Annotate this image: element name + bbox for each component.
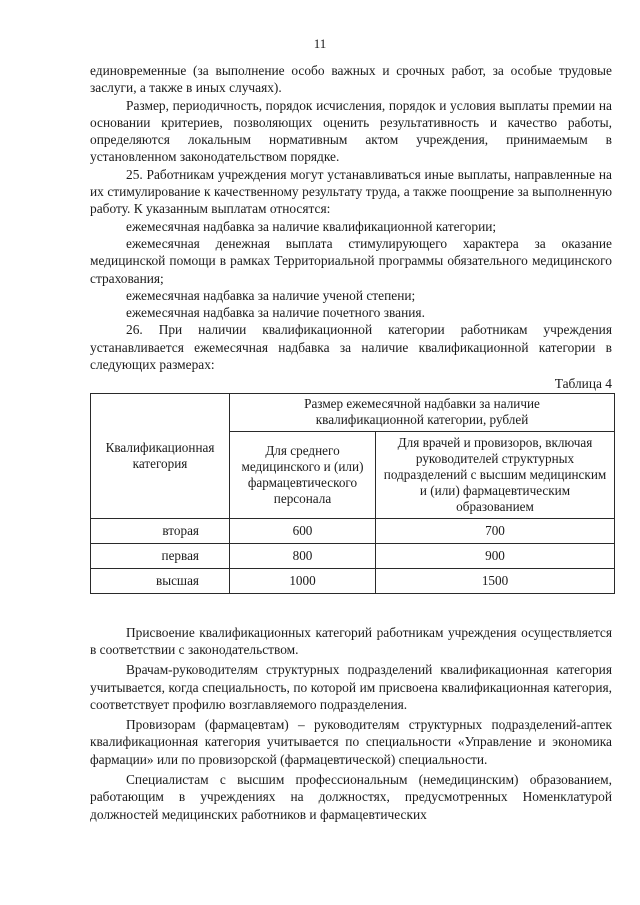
cell-high: 1500 bbox=[376, 568, 615, 593]
document-body bbox=[90, 62, 612, 823]
cell-mid: 800 bbox=[230, 543, 376, 568]
cell-mid: 1000 bbox=[230, 568, 376, 593]
header-category: Квалификационная категория bbox=[91, 393, 230, 518]
cell-mid: 600 bbox=[230, 518, 376, 543]
cell-category: первая bbox=[91, 543, 230, 568]
list-item: ежемесячная денежная выплата стимулирующего характера за оказание медицинской помощи в рамках Территориальной программы обязательного медицинского страхования; bbox=[90, 235, 612, 286]
header-mid-personnel: Для среднего медицинского и (или) фармацевтического персонала bbox=[230, 431, 376, 518]
cell-category: вторая bbox=[91, 518, 230, 543]
paragraph: Размер, периодичность, порядок исчисления, порядок и условия выплаты премии на основании критериев, позволяющих оценить результативность и качество работы, определяются локальным нормативным актом учреждения, принимаемым в установленном законодательством порядке. bbox=[90, 97, 612, 165]
paragraph: Присвоение квалификационных категорий работникам учреждения осуществляется в соответствии с законодательством. bbox=[90, 624, 612, 657]
paragraph: единовременные (за выполнение особо важных и срочных работ, за особые трудовые заслуги, а также в иных случаях). bbox=[90, 63, 612, 96]
paragraph: Провизорам (фармацевтам) – руководителям структурных подразделений-аптек квалификационная категория учитывается по специальности «Управление и экономика фармации» или по провизорской (фармацевтической) специальности. bbox=[90, 717, 612, 767]
table-caption: Таблица 4 bbox=[554, 376, 612, 392]
cell-high: 900 bbox=[376, 543, 615, 568]
table-header-row bbox=[91, 393, 615, 431]
table-row bbox=[91, 543, 615, 568]
cell-category: высшая bbox=[91, 568, 230, 593]
table-row bbox=[91, 518, 615, 543]
allowance-table bbox=[90, 393, 615, 594]
paragraph: Врачам-руководителям структурных подразделений квалификационная категория учитывается, когда специальность, по которой им присвоена квалификационная категория, соответствует профилю возглавляемого подразделения. bbox=[90, 662, 612, 712]
post-table-section bbox=[90, 624, 612, 823]
list-item: ежемесячная надбавка за наличие ученой степени; bbox=[126, 287, 416, 303]
paragraph: Специалистам с высшим профессиональным (немедицинским) образованием, работающим в учреждениях на должностях, предусмотренных Номенклатурой должностей медицинских работников и фармацевтических bbox=[90, 772, 612, 822]
table-row bbox=[91, 568, 615, 593]
list-item: ежемесячная надбавка за наличие квалификационной категории; bbox=[126, 218, 497, 234]
paragraph-clause-26: 26. При наличии квалификационной категории работникам учреждения устанавливается ежемесячная надбавка за наличие квалификационной категории в следующих размерах: bbox=[90, 322, 612, 373]
header-size: Размер ежемесячной надбавки за наличие квалификационной категории, рублей bbox=[230, 393, 615, 431]
page-number: 11 bbox=[313, 36, 327, 51]
paragraph-clause-25: 25. Работникам учреждения могут устанавливаться иные выплаты, направленные на их стимулирование к качественному результату труда, а также поощрение за выполненную работу. К указанным выплатам относятся: bbox=[90, 166, 612, 217]
header-doctors: Для врачей и провизоров, включая руководителей структурных подразделений с высшим медицинским и (или) фармацевтическим образованием bbox=[376, 431, 615, 518]
list-item: ежемесячная надбавка за наличие почетного звания. bbox=[126, 305, 425, 321]
cell-high: 700 bbox=[376, 518, 615, 543]
